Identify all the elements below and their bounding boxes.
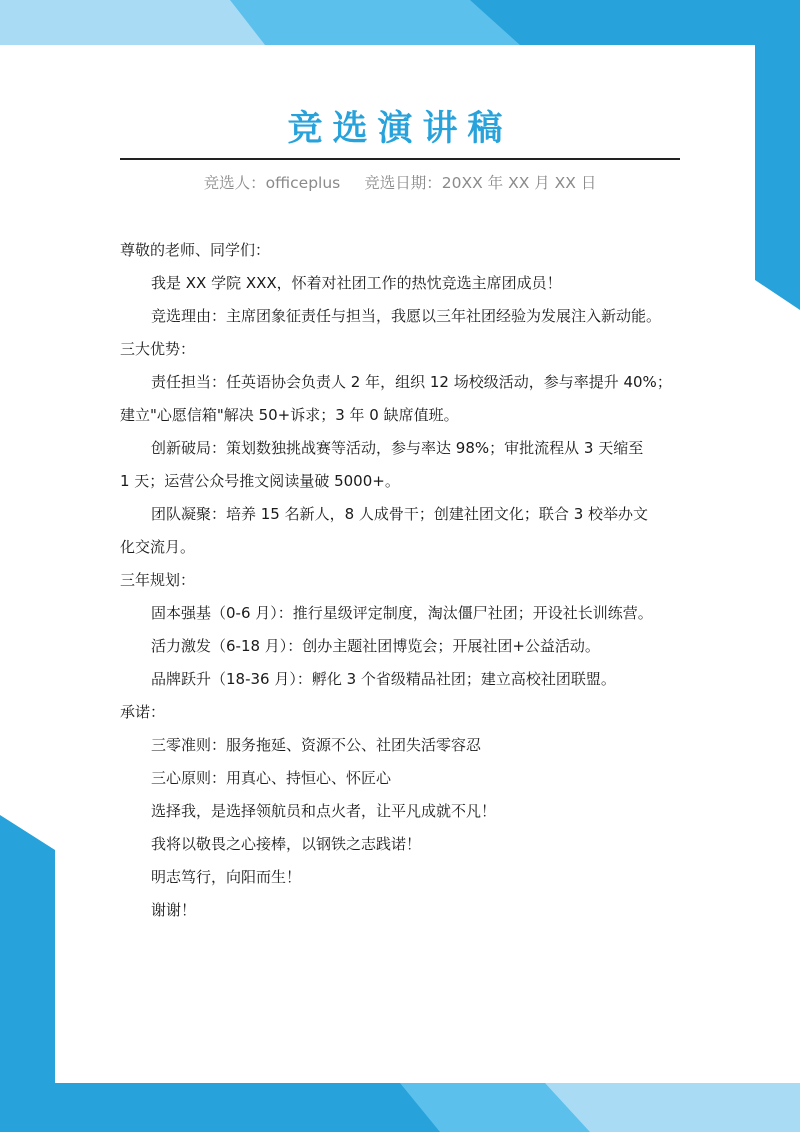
title-underline [120,158,680,160]
body-line: 我是 XX 学院 XXX，怀着对社团工作的热忱竞选主席团成员！ [151,274,562,292]
document-body [120,234,682,927]
body-line: 活力激发（6-18 月）：创办主题社团博览会；开展社团+公益活动。 [151,637,600,655]
date-value: 20XX 年 XX 月 XX 日 [441,174,597,192]
body-line: 尊敬的老师、同学们： [120,241,271,259]
section-heading: 三大优势： [120,340,196,358]
document-title: 竞选演讲稿 [287,109,513,149]
body-line: 创新破局：策划数独挑战赛等活动，参与率达 98%；审批流程从 3 天缩至 [151,439,644,457]
body-line: 三零准则：服务拖延、资源不公、社团失活零容忍 [151,736,482,754]
body-line: 化交流月。 [120,538,196,556]
section-heading: 三年规划： [120,571,196,589]
body-line: 谢谢！ [151,901,197,919]
body-line: 1 天；运营公众号推文阅读量破 5000+。 [120,472,400,490]
body-line: 竞选理由：主席团象征责任与担当，我愿以三年社团经验为发展注入新动能。 [151,307,662,325]
body-line: 我将以敬畏之心接棒，以钢铁之志践诺！ [151,835,422,853]
body-line: 团队凝聚：培养 15 名新人，8 人成骨干；创建社团文化；联合 3 校举办文 [151,505,649,523]
body-line: 三心原则：用真心、持恒心、怀匠心 [151,769,392,787]
body-line: 选择我，是选择领航员和点火者，让平凡成就不凡！ [151,802,497,820]
body-line: 责任担当：任英语协会负责人 2 年，组织 12 场校级活动，参与率提升 40%； [151,373,672,391]
body-line: 建立"心愿信箱"解决 50+诉求；3 年 0 缺席值班。 [120,406,459,424]
body-line: 固本强基（0-6 月）：推行星级评定制度，淘汰僵尸社团；开设社长训练营。 [151,604,653,622]
candidate-name: officeplus [265,174,341,192]
candidate-label: 竞选人： [203,174,266,192]
document-meta [120,170,680,196]
section-heading: 承诺： [120,703,166,721]
date-label: 竞选日期： [364,174,442,192]
body-line: 明志笃行，向阳而生！ [151,868,302,886]
body-line: 品牌跃升（18-36 月）：孵化 3 个省级精品社团；建立高校社团联盟。 [151,670,616,688]
